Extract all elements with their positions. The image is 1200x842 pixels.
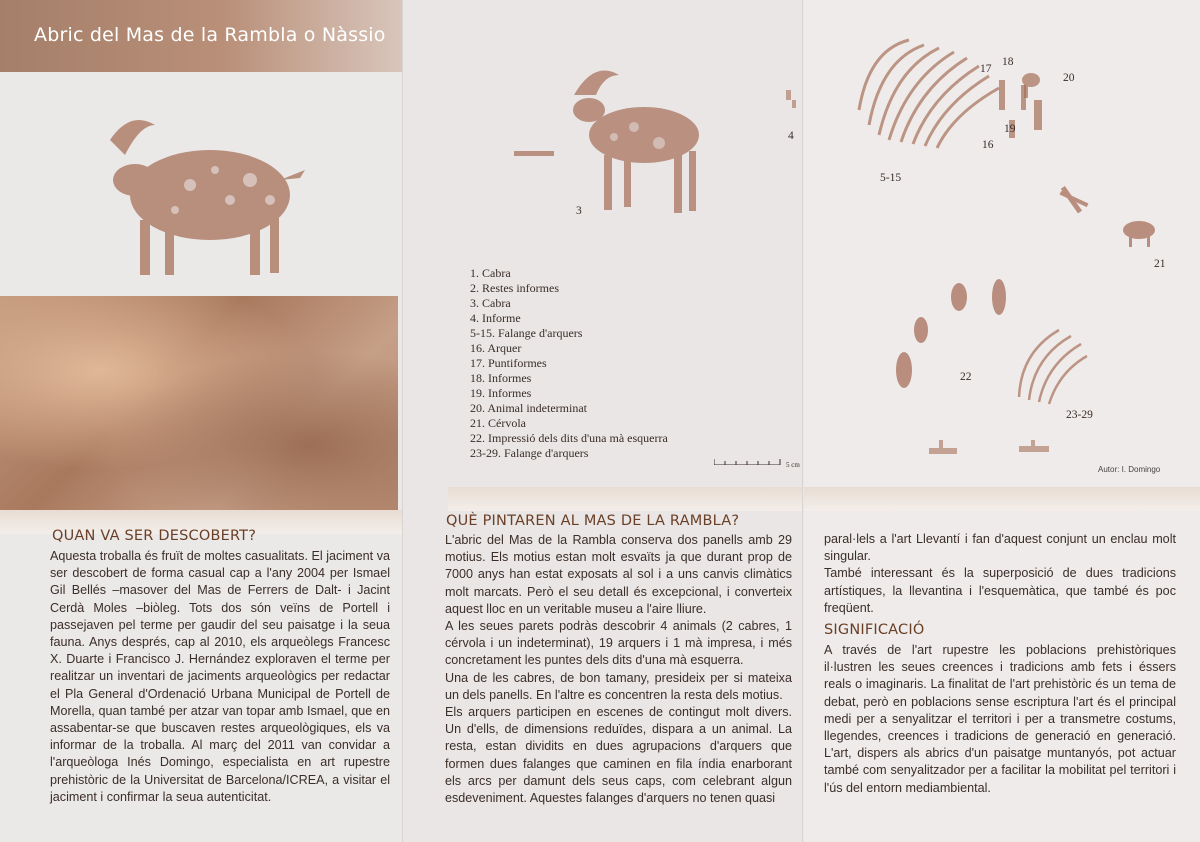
paragraph: L'abric del Mas de la Rambla conserva dos panells amb 29 motius. Els motius estan molt esvaïts ja que durant prop de 7000 anys han estat exposats al sol i a uns canvis climàtics molt marcats. Però el seu detall és excepcional, i converteix aquest lloc en un veritable museu a l'aire lliure.: [445, 533, 792, 616]
legend-item: 22. Impressió dels dits d'una mà esquerra: [470, 431, 668, 445]
heading-band: [804, 487, 1200, 511]
paragraph: A través de l'art rupestre les poblacions prehistòriques il·lustren les seues creences i tradicions amb fets i éssers reals o imaginaris. La finalitat de l'art prehistòric és un tema de debat, però en poblacions sense escriptura l'art és el principal medi per a senyalitzar el territori i per a transmetre costums, llegendes, creences i tradicions de generació en generació. L'art, dispers als abrics d'un paisatge muntanyós, pot actuar també com senyalitzador per a facilitar la mobilitat pel territori i l'ús del entorn mediambiental.: [824, 643, 1176, 795]
paragraph: Una de les cabres, de bon tamany, presideix per si mateixa un dels panells. En l'altre es concentren la resta dels motius.: [445, 670, 792, 702]
figure-label-17: 17: [980, 63, 992, 75]
animal-figure-20: [1016, 62, 1046, 102]
figure-label-20: 20: [1063, 72, 1075, 84]
figure-legend: [470, 266, 668, 461]
panel-right: [804, 0, 1200, 842]
small-marks: [929, 438, 1069, 464]
legend-item: 19. Informes: [470, 386, 532, 400]
legend-item: 20. Animal indeterminat: [470, 401, 587, 415]
figure-label-23-29: 23-29: [1066, 409, 1093, 421]
rock-shelter-photo: [0, 296, 398, 510]
continuation-text: [824, 531, 1176, 617]
goat-painting-figure-3: [514, 65, 714, 225]
figure-label-19: 19: [1004, 123, 1016, 135]
discovery-paragraph: Aquesta troballa és fruït de moltes casualitats. El jaciment va ser descobert de forma casual cap a l'any 2004 per Ismael Gil Bellés –masover del Mas de Ferrers de Dalt- i Jacint Cerdà Moles –biòleg. Tots dos són veïns de Portell i passejaven pel terme per gaudir del seu paisatge i la seua fauna. Anys després, cap al 2010, els arqueòlegs Francesc X. Duarte i Francisco J. Hernández exploraven el terme per realitzar un inventari de jaciments arqueològics per redactar el Pla General d'Ordenació Urbana Municipal de Portell de Morella, quan també per atzar van topar amb Ismael, que en assabentar-se que buscaven restes arqueològiques, els va informar de la troballa. Al març del 2011 van convidar a l'arqueòloga Inés Domingo, especialista en art rupestre prehistòric de la Universitat de Barcelona/ICREA, a visitar el jaciment i confirmar la seua autenticitat.: [50, 549, 390, 804]
figure-label-22: 22: [960, 371, 972, 383]
significance-text: [824, 642, 1176, 797]
legend-item: 1. Cabra: [470, 266, 511, 280]
legend-item: 2. Restes informes: [470, 281, 559, 295]
title-bar: [0, 0, 404, 72]
legend-item: 5-15. Falange d'arquers: [470, 326, 583, 340]
archer-and-hind-figure-21: [1059, 185, 1169, 255]
goat-painting-figure-1: [80, 100, 310, 290]
legend-item: 23-29. Falange d'arquers: [470, 446, 589, 460]
scale-label: 5 cm: [786, 461, 800, 469]
heading-what-painted: QUÈ PINTAREN AL MAS DE LA RAMBLA?: [446, 513, 740, 529]
figure-label-3: 3: [576, 205, 582, 217]
legend-item: 18. Informes: [470, 371, 532, 385]
what-painted-text: [445, 532, 792, 807]
figure-label-5-15: 5-15: [880, 172, 902, 184]
informe-figure-4: [782, 88, 802, 118]
paragraph: Els arquers participen en escenes de contingut molt divers. Un d'ells, de dimensions reduïdes, dispara a un animal. La resta, estan dividits en dues agrupacions d'arquers que formen dues falanges que caminen en fila índia enarborant els arcs per damunt dels seus caps, com celebrant algun esdeveniment. Aquestes falanges d'arquers no tenen quasi: [445, 705, 792, 806]
paragraph: A les seues parets podràs descobrir 4 animals (2 cabres, 1 cérvola i un indeterminat), 19 arquers i 1 mà impresa, i més concretament les puntes dels dits d'una mà esquerra.: [445, 619, 792, 668]
paragraph: paral·lels a l'art Llevantí i fan d'aquest conjunt un enclau molt singular.: [824, 532, 1176, 564]
legend-item: 21. Cérvola: [470, 416, 526, 430]
legend-item: 4. Informe: [470, 311, 521, 325]
panel-left: [0, 0, 404, 842]
author-credit: Autor: I. Domingo: [1098, 465, 1161, 474]
heading-significance: SIGNIFICACIÓ: [824, 622, 925, 638]
hand-print-figure-22: [889, 275, 1029, 405]
heading-discovery: QUAN VA SER DESCOBERT?: [52, 528, 257, 544]
scale-bar: [714, 457, 784, 465]
figure-label-21: 21: [1154, 258, 1166, 270]
page-title: Abric del Mas de la Rambla o Nàssio: [34, 24, 386, 46]
discovery-text: [50, 548, 390, 806]
legend-item: 17. Puntiformes: [470, 356, 547, 370]
figure-label-18: 18: [1002, 56, 1014, 68]
figure-label-4: 4: [788, 130, 794, 142]
figure-label-16: 16: [982, 139, 994, 151]
panel-middle: [404, 0, 804, 842]
paragraph: També interessant és la superposició de dues tradicions artístiques, la llevantina i l'esquemàtica, que també és poc freqüent.: [824, 566, 1176, 615]
archers-figures-23-29: [1009, 322, 1089, 402]
heading-band: [448, 487, 804, 511]
legend-item: 16. Arquer: [470, 341, 522, 355]
legend-item: 3. Cabra: [470, 296, 511, 310]
